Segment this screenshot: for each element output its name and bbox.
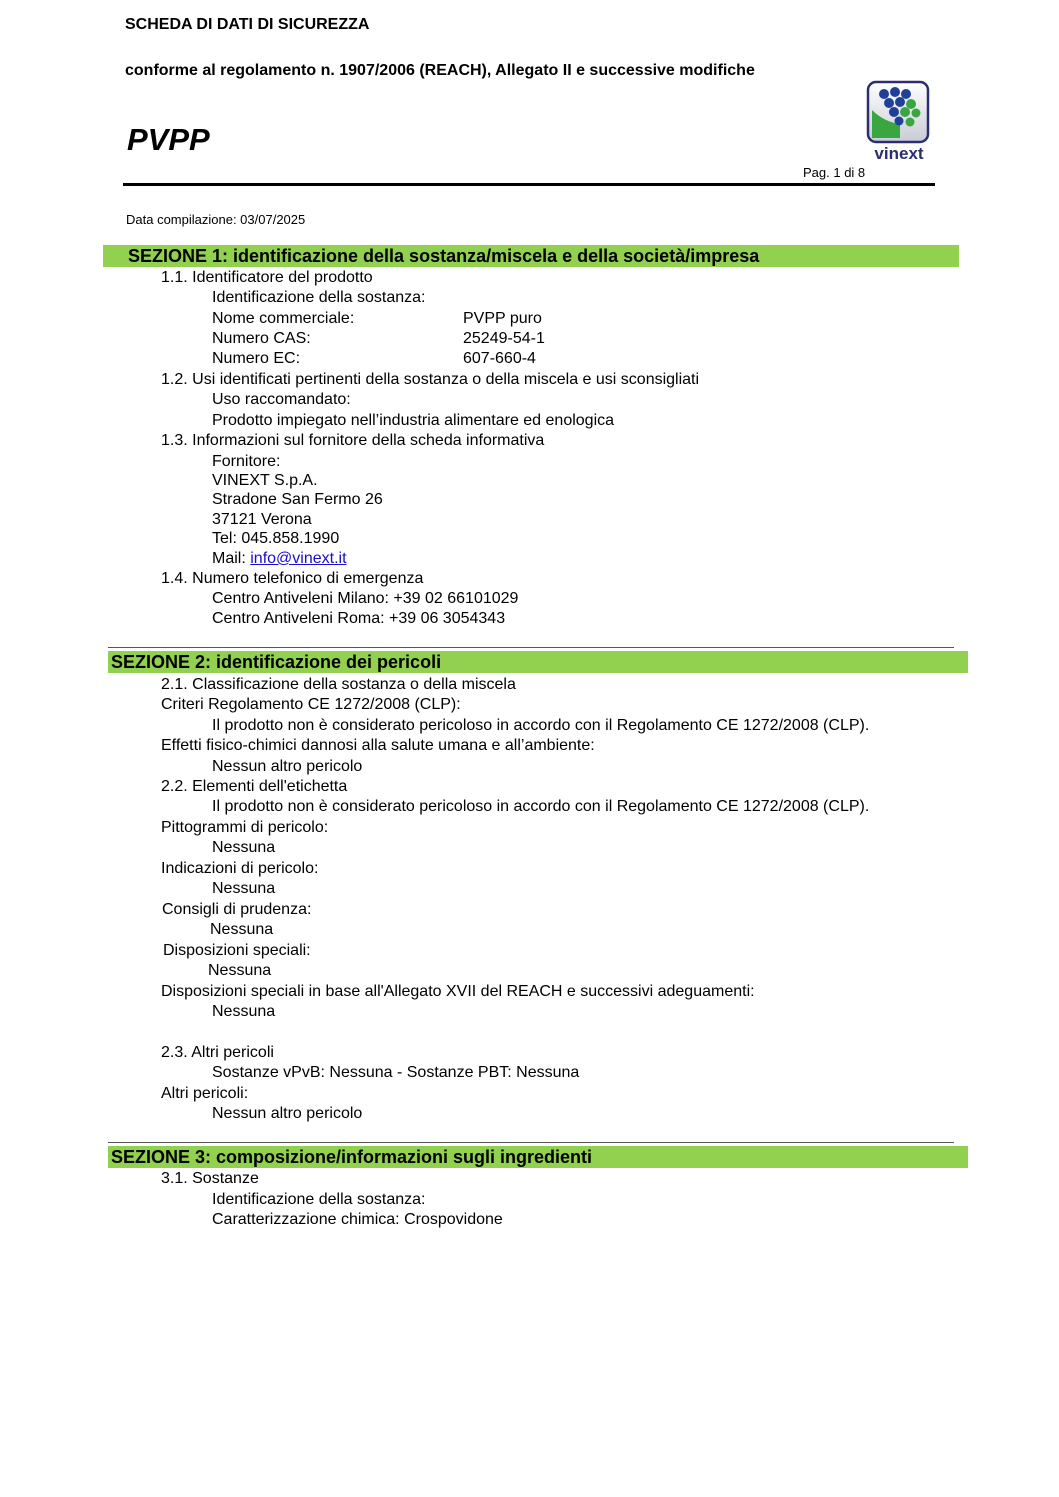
section-divider: [108, 1142, 954, 1143]
text-line: Identificazione della sostanza:: [212, 289, 426, 306]
value-numero-ec: 607-660-4: [463, 350, 536, 367]
company-name: VINEXT S.p.A.: [212, 472, 318, 489]
subsection-2-3: 2.3. Altri pericoli: [161, 1044, 274, 1061]
text-line: Criteri Regolamento CE 1272/2008 (CLP):: [161, 696, 461, 713]
text-line: Il prodotto non è considerato pericoloso in accordo con il Regolamento CE 1272/2008 (CLP).: [212, 798, 870, 815]
document-title: SCHEDA DI DATI DI SICUREZZA: [125, 16, 370, 33]
text-line: Pittogrammi di pericolo:: [161, 819, 329, 836]
subsection-2-1: 2.1. Classificazione della sostanza o della miscela: [161, 676, 516, 693]
subsection-2-2: 2.2. Elementi dell'etichetta: [161, 778, 348, 795]
vinext-logo: [864, 80, 934, 162]
text-line: Identificazione della sostanza:: [212, 1191, 426, 1208]
text-line: Disposizioni speciali in base all'Allegato XVII del REACH e successivi adeguamenti:: [161, 983, 755, 1000]
text-line: Nessun altro pericolo: [212, 758, 363, 775]
subsection-1-2: 1.2. Usi identificati pertinenti della sostanza o della miscela e usi sconsigliati: [161, 371, 700, 388]
subsection-3-1: 3.1. Sostanze: [161, 1170, 259, 1187]
text-line: Indicazioni di pericolo:: [161, 860, 319, 877]
text-line: Nessuna: [208, 962, 272, 979]
text-line: Nessuna: [210, 921, 274, 938]
text-line: Il prodotto non è considerato pericoloso in accordo con il Regolamento CE 1272/2008 (CLP).: [212, 717, 870, 734]
text-line: Nessuna: [212, 839, 276, 856]
value-numero-cas: 25249-54-1: [463, 330, 545, 347]
text-line: Centro Antiveleni Milano: +39 02 66101029: [212, 590, 519, 607]
subsection-1-3: 1.3. Informazioni sul fornitore della scheda informativa: [161, 432, 545, 449]
text-line: Sostanze vPvB: Nessuna - Sostanze PBT: Nessuna: [212, 1064, 580, 1081]
svg-text:vinext: vinext: [874, 144, 924, 162]
text-line: Centro Antiveleni Roma: +39 06 3054343: [212, 610, 506, 627]
header-divider: [123, 183, 935, 186]
value-nome-commerciale: PVPP puro: [463, 310, 542, 327]
section-divider: [108, 647, 954, 648]
document-subtitle: conforme al regolamento n. 1907/2006 (REACH), Allegato II e successive modifiche: [125, 62, 755, 79]
product-name: PVPP: [127, 122, 210, 157]
mail-label: Mail:: [212, 550, 251, 567]
text-line: Uso raccomandato:: [212, 391, 351, 408]
subsection-1-4: 1.4. Numero telefonico di emergenza: [161, 570, 424, 587]
text-line: Nessuna: [212, 1003, 276, 1020]
section-3-title: SEZIONE 3: composizione/informazioni sugli ingredienti: [111, 1147, 593, 1167]
section-1-title: SEZIONE 1: identificazione della sostanza/miscela e della società/impresa: [128, 246, 760, 266]
label-numero-ec: Numero EC:: [212, 350, 301, 367]
section-2-title: SEZIONE 2: identificazione dei pericoli: [111, 652, 442, 672]
text-line: Consigli di prudenza:: [162, 901, 312, 918]
text-line: Altri pericoli:: [161, 1085, 249, 1102]
text-line: Prodotto impiegato nell’industria alimentare ed enologica: [212, 412, 615, 429]
label-nome-commerciale: Nome commerciale:: [212, 310, 355, 327]
company-phone: Tel: 045.858.1990: [212, 530, 340, 547]
company-mail: [212, 549, 347, 569]
page-number: Pag. 1 di 8: [803, 165, 866, 180]
text-line: Nessuna: [212, 880, 276, 897]
text-line: Disposizioni speciali:: [163, 942, 311, 959]
label-numero-cas: Numero CAS:: [212, 330, 311, 347]
company-city: 37121 Verona: [212, 511, 312, 528]
text-line: Nessun altro pericolo: [212, 1105, 363, 1122]
text-line: Fornitore:: [212, 453, 281, 470]
subsection-1-1: 1.1. Identificatore del prodotto: [161, 269, 373, 286]
company-street: Stradone San Fermo 26: [212, 491, 383, 508]
compilation-date: Data compilazione: 03/07/2025: [126, 212, 306, 227]
text-line: Effetti fisico-chimici dannosi alla salute umana e all’ambiente:: [161, 737, 595, 754]
email-link[interactable]: info@vinext.it: [250, 550, 347, 567]
text-line: Caratterizzazione chimica: Crospovidone: [212, 1211, 503, 1228]
